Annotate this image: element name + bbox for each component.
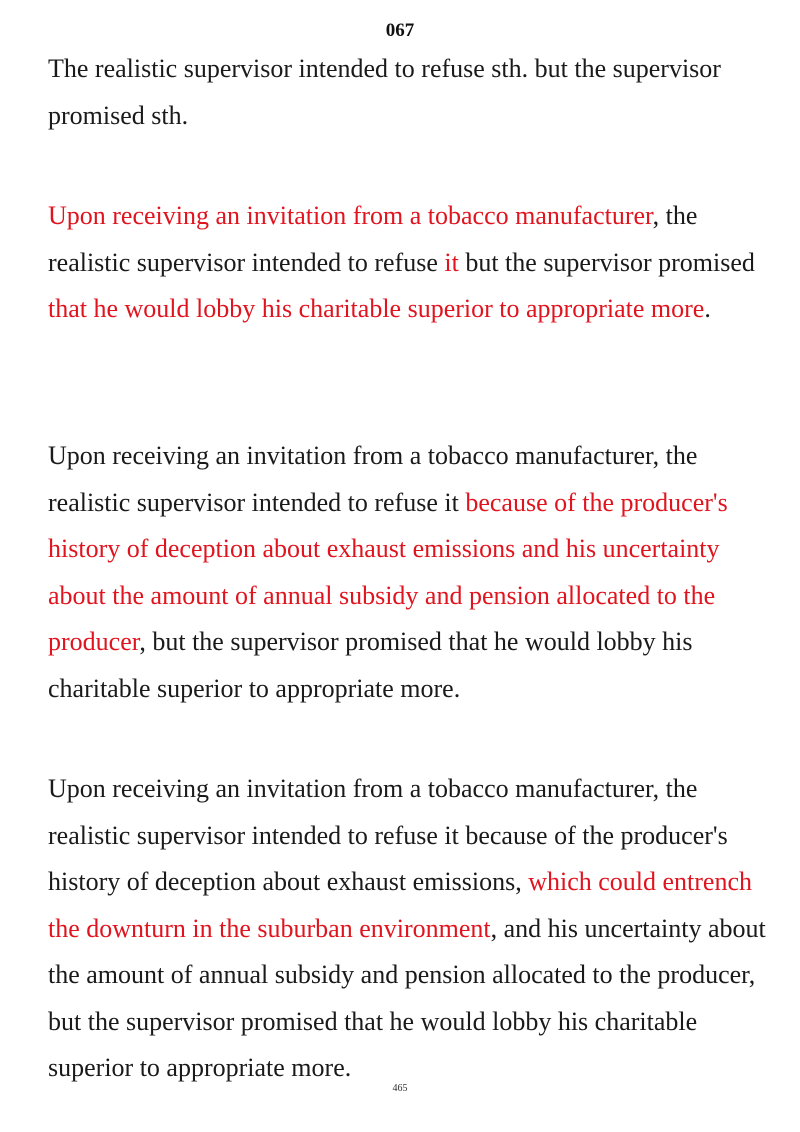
highlighted-segment: it bbox=[444, 247, 459, 277]
paragraph-1 bbox=[48, 46, 768, 139]
paragraph-2-segment: but the supervisor promised bbox=[458, 247, 755, 277]
footer-page-index: 465 bbox=[392, 1083, 408, 1094]
paragraph-2 bbox=[48, 193, 768, 333]
paragraph-4-segment: , and his uncertainty about the amount of annual subsidy and pension allocated to the producer, but the supervisor promised that he would lobby his charitable superior to appropriate more. bbox=[48, 913, 766, 1082]
paragraph-1-segment: The realistic supervisor intended to refuse sth. but the supervisor promised sth. bbox=[48, 54, 721, 130]
paragraph-3 bbox=[48, 433, 768, 712]
page-number: 067 bbox=[385, 20, 415, 41]
highlighted-segment: that he would lobby his charitable superior to appropriate more bbox=[48, 294, 705, 323]
highlighted-segment: Upon receiving an invitation from a tobacco manufacturer bbox=[48, 201, 653, 230]
paragraph-4 bbox=[48, 766, 768, 1092]
paragraph-2-segment: . bbox=[704, 294, 711, 323]
highlighted-segment: which could entrench the downturn in the suburban environment bbox=[48, 867, 753, 943]
paragraph-3-segment: Upon receiving an invitation from a tobacco manufacturer, the realistic supervisor intended to refuse it bbox=[48, 441, 698, 517]
paragraph-3-segment: , but the supervisor promised that he would lobby his charitable superior to appropriate more. bbox=[48, 627, 693, 703]
paragraph-4-segment: Upon receiving an invitation from a tobacco manufacturer, the realistic supervisor intended to refuse it because of the producer's history of deception about exhaust emissions, bbox=[48, 774, 728, 896]
highlighted-segment: because of the producer's history of deception about exhaust emissions and his uncertainty about the amount of annual subsidy and pension allocated to the producer bbox=[48, 487, 728, 656]
paragraph-2-segment: , the realistic supervisor intended to refuse bbox=[48, 201, 698, 277]
